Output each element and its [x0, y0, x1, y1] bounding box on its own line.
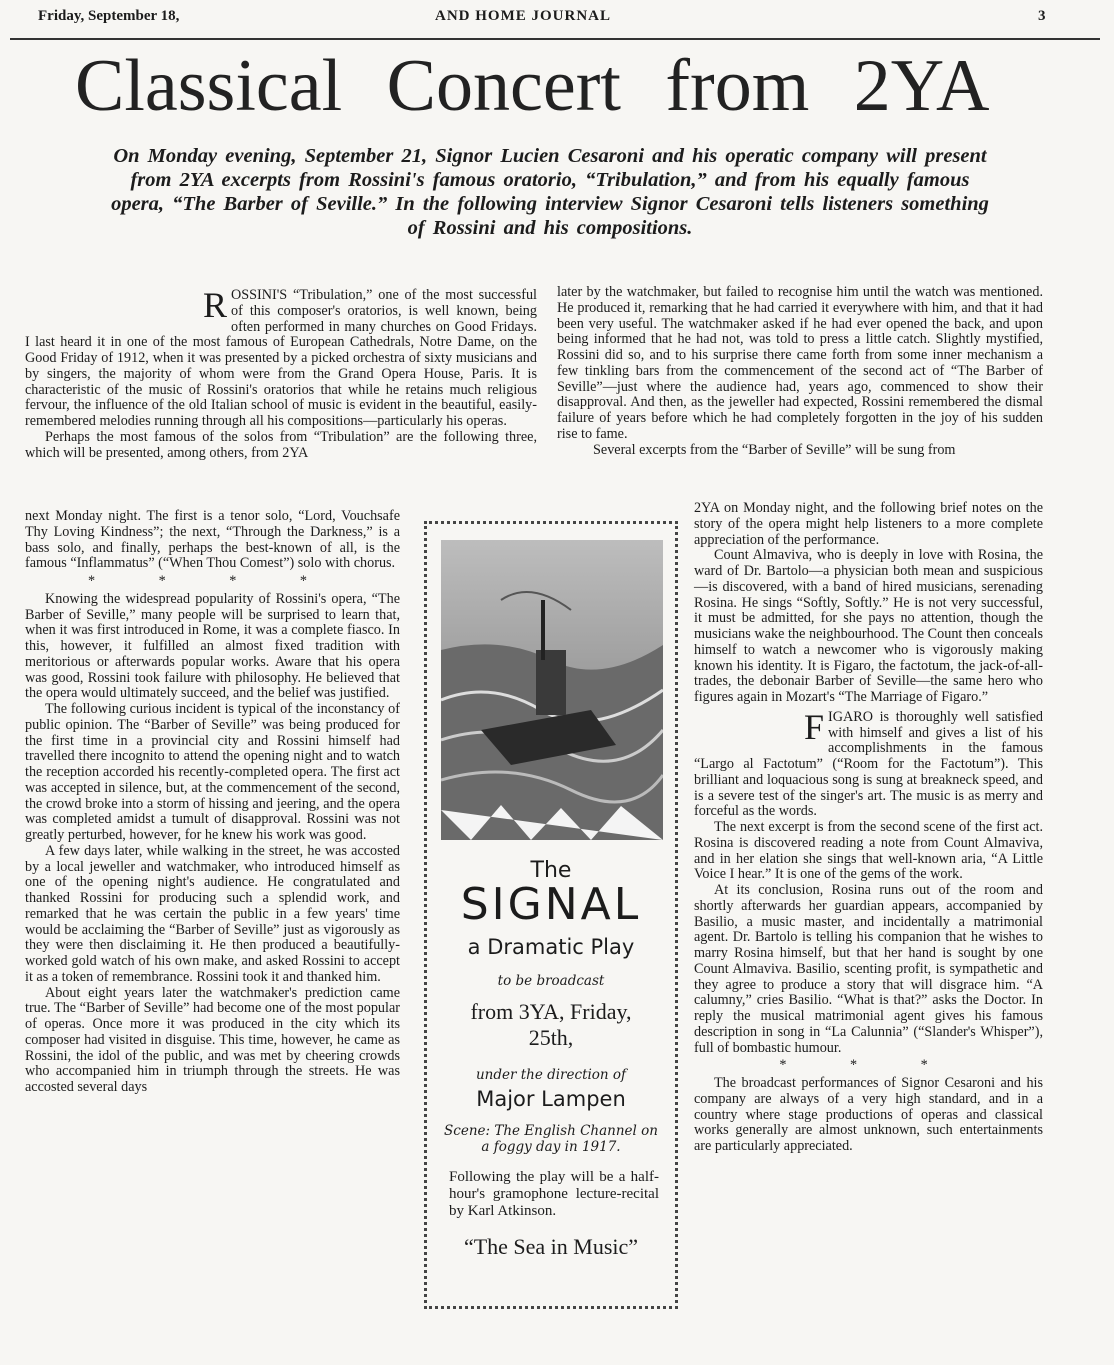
ad-signal-title: SIGNAL: [460, 879, 642, 930]
headline: Classical Concert from 2YA: [75, 45, 990, 127]
ad-station-date: from 3YA, Friday,: [470, 999, 632, 1024]
paragraph: The next excerpt is from the second scene of the first act. Rosina is discovered reading a note from Count Almaviva, and in her elation she sings that well-known aria, “A Little Voice I hear.” It is one of the gems of the work.: [694, 819, 1043, 883]
separator: * * * *: [87, 573, 337, 589]
paragraph: Several excerpts from the “Barber of Seville” will be sung from: [593, 441, 956, 458]
page-number: 3: [1038, 8, 1046, 24]
standfirst: On Monday evening, September 21, Signor Lucien Cesaroni and his operatic company will present from 2YA excerpts from Rossini's famous oratorio, “Tribulation,” and from his equally famous opera, “The Barber of Seville.” In the following interview Signor Cesaroni tells listeners something of Rossini and his compositions.: [111, 145, 989, 239]
paragraph: The broadcast performances of Signor Cesaroni and his company are always of a very high standard, and in a country where stage productions of operas and classical works generally are almost unknown, such entertainments are particularly appreciated.: [694, 1075, 1043, 1154]
ad-broadcast-note: to be broadcast: [497, 973, 605, 989]
paragraph: 2YA on Monday night, and the following brief notes on the story of the opera might help listeners to a more complete appreciation of the performance.: [694, 500, 1043, 548]
header-rule: [10, 38, 1100, 40]
advertisement-box: [424, 521, 678, 1309]
right-column: [694, 501, 1043, 1155]
drop-cap: F: [804, 706, 825, 747]
right-top-text: [557, 285, 1043, 458]
paragraph: At its conclusion, Rosina runs out of the room and shortly afterwards her guardian appears, accompanied by Basilio, a music master, and incidentally a matrimonial agent. Dr. Bartolo is telling his companion that he wishes to marry Rosina himself, but that her hand is sought by one Count Almaviva. Basilio, scenting profit, is sympathetic and they agree to produce a story that will disgrace him. “A calumny,” cries Basilio. “What is that?” asks the Doctor. In reply the musical matrimonial agent gives his famous description in song in “La Calunnia” (“Slander's Whisper”), full of bombastic humour.: [694, 882, 1043, 1056]
ad-direction-note: under the direction of: [475, 1067, 627, 1083]
paragraph: Count Almaviva, who is deeply in love with Rosina, the ward of Dr. Bartolo—a physician both mean and suspicious—is discovered, with a band of hired musicians, serenading Rosina. He sings “Softly, Softly.” He is not very successful, it must be admitted, for she pays no attention, though the musicians wake the neighbourhood. The Count then conceals himself to watch a newcomer who is vigorously making known his identity. It is Figaro, the factotum, the jack-of-all-trades, the debonair Barber of Seville—the same hero who figures again in Mozart's “The Marriage of Figaro.”: [694, 547, 1043, 705]
drop-cap: R: [203, 285, 228, 325]
ad-sea-in-music: “The Sea in Music”: [463, 1234, 639, 1259]
paragraph: IGARO is thoroughly well satisfied with himself and gives a list of his accomplishments in the famous “Largo al Factotum” (“Room for the Factotum”). This brilliant and loquacious song is sung at breakneck speed, and is a severe test of the singer's art. The music is as merry and forceful as the words.: [694, 708, 1043, 820]
paragraph: Knowing the widespread popularity of Rossini's opera, “The Barber of Seville,” many people will be surprised to learn that, when it was first introduced in Rome, it was a complete fiasco. In this, however, it fulfilled an almost fixed tradition with meritorious or afterwards popular works. Aware that his opera was good, Rossini took failure with philosophy. He believed that the opera would ultimately succeed, and the belief was justified.: [25, 590, 400, 702]
ad-subtitle: a Dramatic Play: [467, 935, 635, 959]
left-top-text: [25, 285, 537, 461]
header-publication: AND HOME JOURNAL: [435, 8, 611, 24]
ad-day: 25th,: [528, 1025, 574, 1050]
separator: * * *: [779, 1057, 958, 1074]
paragraph: About eight years later the watchmaker's prediction came true. The “Barber of Seville” had become one of the most popular of operas. Once more it was produced in the city which its composer had visited in disguise. This time, however, he came as Rossini, the idol of the public, and was met by cheering crowds who accompanied him in triumph through the streets. He was accosted several days: [25, 984, 400, 1095]
ad-director: Major Lampen: [476, 1087, 626, 1111]
ad-scene: Scene: The English Channel on a foggy day in 1917.: [444, 1123, 658, 1155]
paragraph: The following curious incident is typical of the inconstancy of public opinion. The “Barber of Seville” was being produced for the first time in a provincial city and Rossini himself had travelled there incognito to attend the opening night and to watch the reception accorded his recently-completed opera. The first act was accepted in silence, but, at the commencement of the second, the crowd broke into a storm of hissing and jeering, and the opera was completed amidst a tumult of disapproval. Rossini was not greatly perturbed, however, for he knew his work was good.: [25, 701, 400, 843]
paragraph: OSSINI'S “Tribulation,” one of the most successful of this composer's oratorios, is well known, being often performed in many churches on Good Fridays. I last heard it in one of the most famous of European Cathedrals, Notre Dame, on the Good Friday of 1912, when it was presented by a picked orchestra of sixty musicians and by singers, the majority of whom were from the Grand Opera House, Paris. It is characteristic of the music of Rossini's oratorios that while he retains much religious fervour, the influence of the old Italian school of music is evident in the beautiful, easily-remembered melodies running through all his compositions—particularly his operas.: [25, 287, 537, 429]
paragraph: next Monday night. The first is a tenor solo, “Lord, Vouchsafe Thy Loving Kindness”; the next, “Through the Darkness,” is a bass solo, and finally, perhaps the best-known of all, is the famous “Inflammatus” (“When Thou Comest”) solo with chorus.: [25, 508, 400, 572]
header-date: Friday, September 18,: [38, 8, 180, 24]
paragraph: Perhaps the most famous of the solos from “Tribulation” are the following three, which will be presented, among others, from 2YA: [25, 428, 537, 461]
paragraph: A few days later, while walking in the street, he was accosted by a local jeweller and watchmaker, who introduced himself as one of the opening night's audience. He congratulated and thanked Rossini for producing such a splendid work, and remarked that he was certain the public in a few years' time would be acclaiming the “Barber of Seville” just as vigorously as they were then disclaiming it. He then produced a beautifully-worked gold watch of his own make, and asked Rossini to accept it as a token of remembrance. Rossini took it and thanked him.: [25, 842, 400, 985]
ad-following-note: Following the play will be a half-hour's gramophone lecture-recital by Karl Atkinson.: [449, 1169, 659, 1219]
ship-at-sea-illustration: [441, 540, 663, 840]
ad-the: The: [530, 858, 572, 883]
paragraph: later by the watchmaker, but failed to recognise him until the watch was mentioned. He produced it, remarking that he had carried it everywhere with him, and that it had been very useful. The watchmaker asked if he had ever opened the back, and upon being informed that he had not, was told to press a little catch. Slightly mystified, Rossini did so, and to his surprise there came forth from some inner mechanism a few tinkling bars from the commencement of the second act of “The Barber of Seville”—just where the audience had, years ago, commenced to show their disapproval. And then, as the jeweller had expected, Rossini remembered the dismal failure of years before which he had completely forgotten in the joy of his sudden rise to fame.: [557, 284, 1043, 442]
left-column: [25, 509, 400, 1096]
